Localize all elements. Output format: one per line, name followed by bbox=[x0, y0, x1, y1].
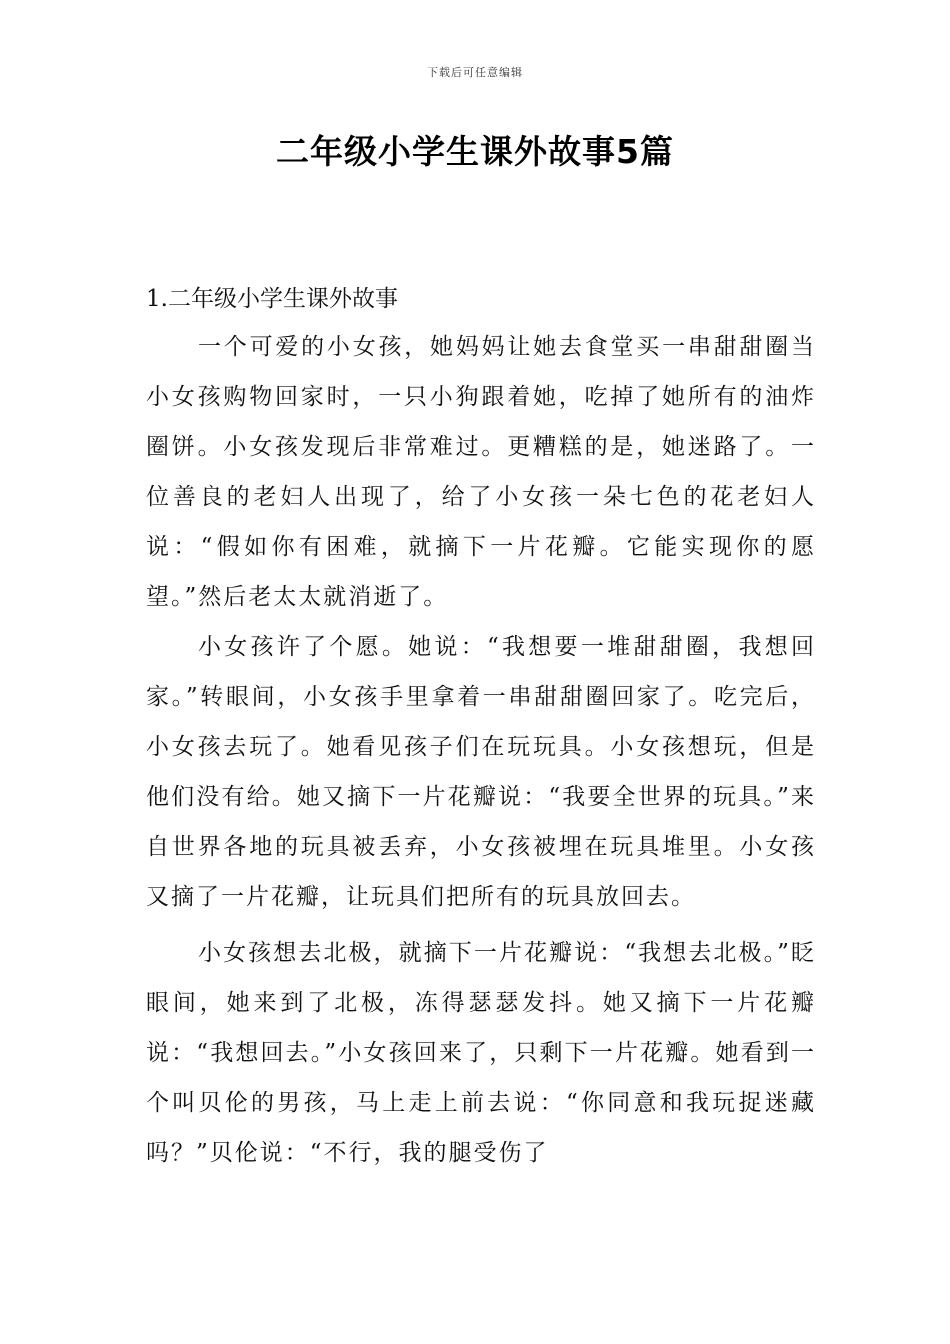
document-title: 二年级小学生课外故事5篇 bbox=[276, 132, 674, 171]
document-body bbox=[146, 282, 816, 1178]
page-header-note: 下载后可任意编辑 bbox=[427, 66, 523, 79]
story-paragraph: 一个可爱的小女孩，她妈妈让她去食堂买一串甜甜圈当小女孩购物回家时，一只小狗跟着她，吃掉了她所有的油炸圈饼。小女孩发现后非常难过。更糟糕的是，她迷路了。一位善良的老妇人出现了，给了小女孩一朵七色的花老妇人说：“假如你有困难，就摘下一片花瓣。它能实现你的愿望。”然后老太太就消逝了。 bbox=[146, 334, 816, 610]
story-paragraph: 小女孩许了个愿。她说：“我想要一堆甜甜圈，我想回家。”转眼间，小女孩手里拿着一串甜甜圈回家了。吃完后，小女孩去玩了。她看见孩子们在玩玩具。小女孩想玩，但是他们没有给。她又摘下一片花瓣说：“我要全世界的玩具。”来自世界各地的玩具被丢弃，小女孩被埋在玩具堆里。小女孩又摘了一片花瓣，让玩具们把所有的玩具放回去。 bbox=[146, 634, 816, 910]
section-heading: 1.二年级小学生课外故事 bbox=[146, 286, 398, 312]
story-paragraph: 小女孩想去北极，就摘下一片花瓣说：“我想去北极。”眨眼间，她来到了北极，冻得瑟瑟发抖。她又摘下一片花瓣说：“我想回去。”小女孩回来了，只剩下一片花瓣。她看到一个叫贝伦的男孩，马上走上前去说：“你同意和我玩捉迷藏吗？”贝伦说：“不行，我的腿受伤了 bbox=[146, 940, 816, 1166]
